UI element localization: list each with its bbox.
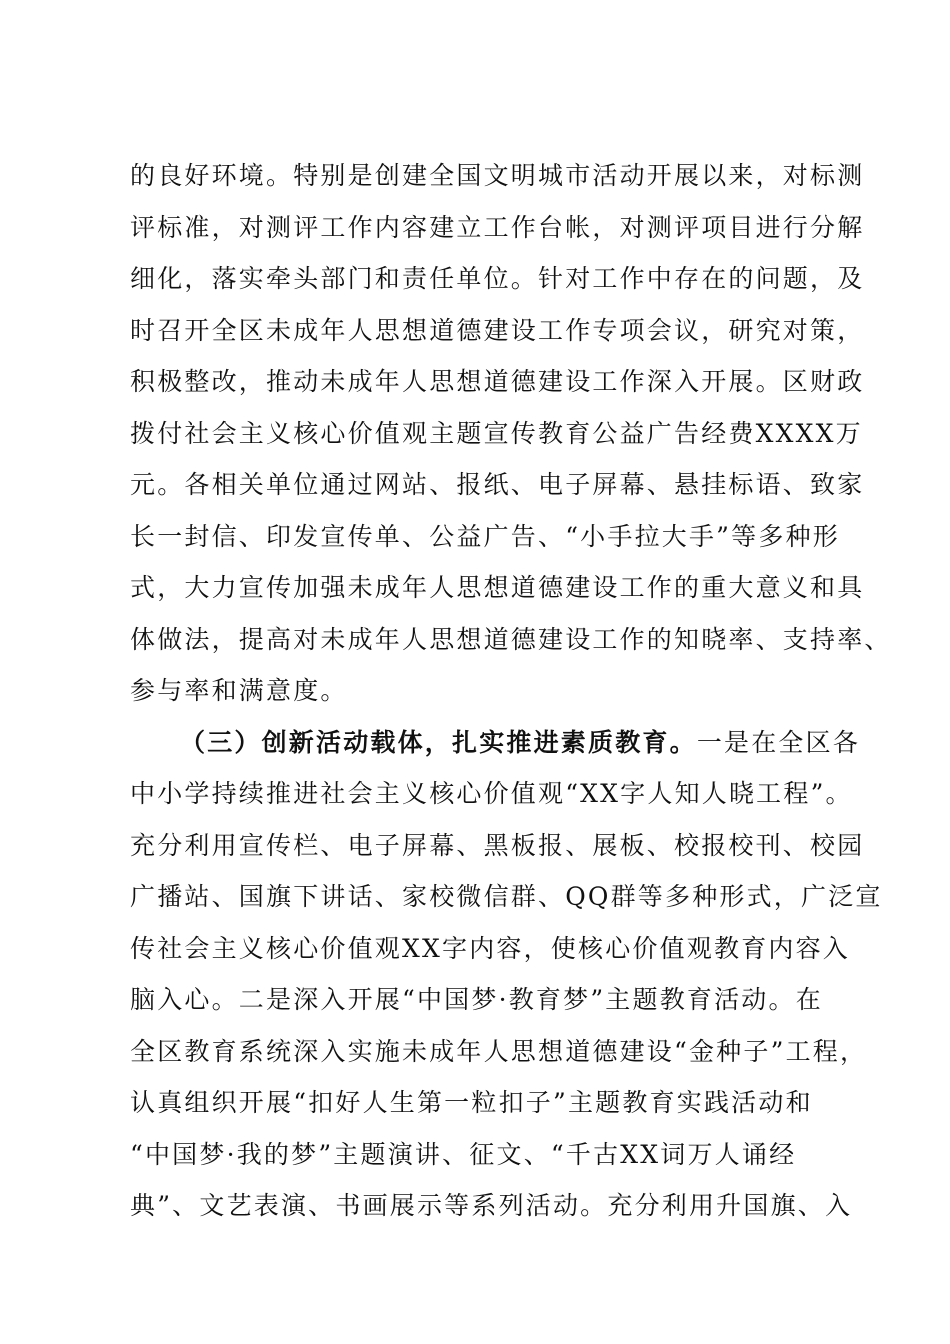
text-line: 细化，落实牵头部门和责任单位。针对工作中存在的问题，及 <box>130 264 865 293</box>
text-line: 评标准，对测评工作内容建立工作台帐，对测评项目进行分解 <box>130 212 865 242</box>
text-line: 的良好环境。特别是创建全国文明城市活动开展以来，对标测 <box>130 161 865 190</box>
text-line: 长一封信、印发宣传单、公益广告、“小手拉大手”等多种形 <box>130 521 840 551</box>
text-line: 充分利用宣传栏、电子屏幕、黑板报、展板、校报校刊、校园 <box>130 830 865 860</box>
text-line: 中小学持续推进社会主义核心价值观“XX字人知人晓工程”。 <box>130 779 853 808</box>
text-line: 传社会主义核心价值观XX字内容，使核心价值观教育内容入 <box>130 933 850 963</box>
text-line-rest: 一是在全区各 <box>696 727 861 757</box>
text-line: 认真组织开展“扣好人生第一粒扣子”主题教育实践活动和 <box>130 1088 813 1117</box>
document-body <box>130 150 892 1232</box>
text-line: 拨付社会主义核心价值观主题宣传教育公益广告经费XXXX万 <box>130 418 863 448</box>
text-line: 时召开全区未成年人思想道德建设工作专项会议，研究对策， <box>130 315 865 345</box>
text-line: 参与率和满意度。 <box>130 676 348 705</box>
text-line: 广播站、国旗下讲话、家校微信群、QQ群等多种形式，广泛宣 <box>130 882 883 911</box>
text-line: 典”、文艺表演、书画展示等系列活动。充分利用升国旗、入 <box>130 1191 853 1220</box>
text-line: 脑入心。二是深入开展“中国梦·教育梦”主题教育活动。在 <box>130 985 823 1014</box>
text-line: 元。各相关单位通过网站、报纸、电子屏幕、悬挂标语、致家 <box>130 470 865 499</box>
text-line: “中国梦·我的梦”主题演讲、征文、“千古XX词万人诵经 <box>130 1139 797 1169</box>
text-line: 式，大力宣传加强未成年人思想道德建设工作的重大意义和具 <box>130 573 865 602</box>
section-heading-line <box>130 717 861 769</box>
text-line: 体做法，提高对未成年人思想道德建设工作的知晓率、支持率、 <box>130 624 892 654</box>
text-line: 全区教育系统深入实施未成年人思想道德建设“金种子”工程， <box>130 1036 868 1066</box>
text-line: 积极整改，推动未成年人思想道德建设工作深入开展。区财政 <box>130 367 865 396</box>
section-heading: （三）创新活动载体，扎实推进素质教育。 <box>180 727 697 757</box>
